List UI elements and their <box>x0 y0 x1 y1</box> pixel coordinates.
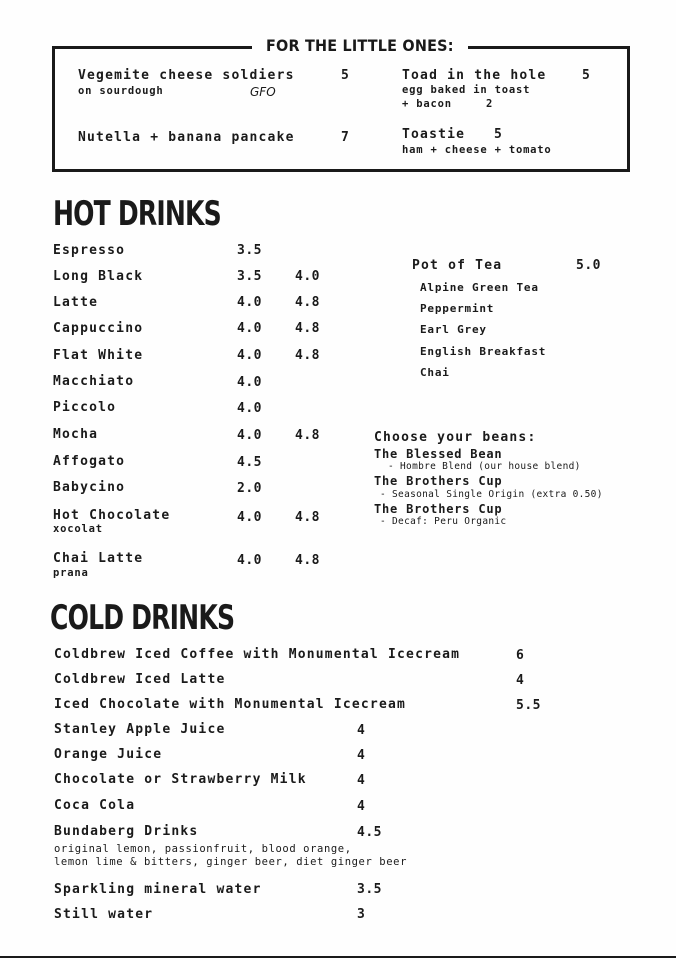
tea-variety: Alpine Green Tea <box>420 281 539 294</box>
cold-drink-name: Coca Cola <box>54 798 136 813</box>
menu-item-name: Toad in the hole <box>402 68 547 83</box>
hot-drink-price-regular: 3.5 <box>237 269 262 284</box>
bean-option-name: The Brothers Cup <box>374 502 503 516</box>
hot-drink-name: Macchiato <box>53 374 135 389</box>
hot-drink-name: Long Black <box>53 269 144 284</box>
cold-drink-price: 4 <box>357 748 366 763</box>
cold-drink-name: Orange Juice <box>54 747 163 762</box>
hot-drink-price-large: 4.8 <box>295 510 320 525</box>
cold-drink-price: 4 <box>516 673 525 688</box>
cold-drink-name: Stanley Apple Juice <box>54 722 226 737</box>
gfo-tag: GFO <box>250 85 276 99</box>
bottom-rule <box>0 956 676 958</box>
cold-drink-name: Coldbrew Iced Coffee with Monumental Icecream <box>54 647 461 662</box>
hot-drink-name: Latte <box>53 295 99 310</box>
cold-drink-name: Still water <box>54 907 154 922</box>
menu-item-name: Toastie <box>402 127 466 142</box>
hot-drink-price-large: 4.8 <box>295 348 320 363</box>
hot-drink-price-regular: 4.0 <box>237 401 262 416</box>
cold-drink-price: 4 <box>357 799 366 814</box>
tea-variety: English Breakfast <box>420 345 547 358</box>
hot-drink-name: Babycino <box>53 480 126 495</box>
hot-drink-name: Piccolo <box>53 400 117 415</box>
hot-drink-price-large: 4.0 <box>295 269 320 284</box>
hot-drink-price-regular: 4.0 <box>237 295 262 310</box>
cold-drink-price: 3.5 <box>357 882 382 897</box>
section-title-hot-drinks: HOT DRINKS <box>53 194 221 234</box>
cold-drink-name: Sparkling mineral water <box>54 882 262 897</box>
menu-item-desc: egg baked in toast <box>402 84 531 96</box>
hot-drink-price-regular: 4.0 <box>237 321 262 336</box>
tea-variety: Earl Grey <box>420 323 487 336</box>
cold-drink-flavours: lemon lime & bitters, ginger beer, diet ginger beer <box>54 856 407 868</box>
hot-drink-name: Espresso <box>53 243 126 258</box>
cold-drink-price: 6 <box>516 648 525 663</box>
menu-item-addon: + bacon <box>402 98 452 110</box>
tea-variety: Peppermint <box>420 302 495 315</box>
tea-name: Pot of Tea <box>412 258 503 273</box>
hot-drink-price-large: 4.8 <box>295 428 320 443</box>
hot-drink-brand: prana <box>53 567 89 579</box>
cold-drink-price: 4 <box>357 773 366 788</box>
hot-drink-price-regular: 4.0 <box>237 428 262 443</box>
beans-title: Choose your beans: <box>374 430 537 445</box>
cold-drink-flavours: original lemon, passionfruit, blood orange, <box>54 843 352 855</box>
cold-drink-name: Chocolate or Strawberry Milk <box>54 772 307 787</box>
hot-drink-price-regular: 2.0 <box>237 481 262 496</box>
menu-item-price: 5 <box>582 68 591 83</box>
hot-drink-price-regular: 4.0 <box>237 375 262 390</box>
hot-drink-name: Cappuccino <box>53 321 144 336</box>
menu-item-name: Nutella + banana pancake <box>78 130 295 145</box>
hot-drink-price-large: 4.8 <box>295 321 320 336</box>
menu-item-price: 7 <box>341 130 350 145</box>
tea-price: 5.0 <box>576 258 601 273</box>
cold-drink-price: 4.5 <box>357 825 382 840</box>
hot-drink-name: Flat White <box>53 348 144 363</box>
hot-drink-price-large: 4.8 <box>295 553 320 568</box>
cold-drink-price: 4 <box>357 723 366 738</box>
bean-option-desc: - Hombre Blend (our house blend) <box>388 461 581 472</box>
hot-drink-brand: xocolat <box>53 523 103 535</box>
hot-drink-price-regular: 4.0 <box>237 553 262 568</box>
bean-option-desc: - Decaf: Peru Organic <box>380 516 507 527</box>
hot-drink-price-regular: 4.0 <box>237 348 262 363</box>
cold-drink-name: Coldbrew Iced Latte <box>54 672 226 687</box>
menu-item-addon-price: 2 <box>486 98 494 110</box>
bean-option-desc: - Seasonal Single Origin (extra 0.50) <box>380 489 603 500</box>
tea-variety: Chai <box>420 366 450 379</box>
bean-option-name: The Blessed Bean <box>374 447 503 461</box>
cold-drink-price: 5.5 <box>516 698 541 713</box>
cold-drink-price: 3 <box>357 907 366 922</box>
hot-drink-price-regular: 4.0 <box>237 510 262 525</box>
hot-drink-name: Hot Chocolate <box>53 508 171 523</box>
little-ones-title: FOR THE LITTLE ONES: <box>252 36 468 55</box>
hot-drink-price-large: 4.8 <box>295 295 320 310</box>
hot-drink-name: Affogato <box>53 454 126 469</box>
cold-drink-name: Iced Chocolate with Monumental Icecream <box>54 697 407 712</box>
menu-item-desc: on sourdough <box>78 85 164 97</box>
cold-drink-name: Bundaberg Drinks <box>54 824 199 839</box>
hot-drink-name: Mocha <box>53 427 99 442</box>
menu-item-name: Vegemite cheese soldiers <box>78 68 295 83</box>
hot-drink-price-regular: 4.5 <box>237 455 262 470</box>
menu-item-price: 5 <box>341 68 350 83</box>
bean-option-name: The Brothers Cup <box>374 474 503 488</box>
hot-drink-price-regular: 3.5 <box>237 243 262 258</box>
menu-item-desc: ham + cheese + tomato <box>402 144 552 156</box>
menu-item-price: 5 <box>494 127 503 142</box>
hot-drink-name: Chai Latte <box>53 551 144 566</box>
section-title-cold-drinks: COLD DRINKS <box>50 598 235 638</box>
